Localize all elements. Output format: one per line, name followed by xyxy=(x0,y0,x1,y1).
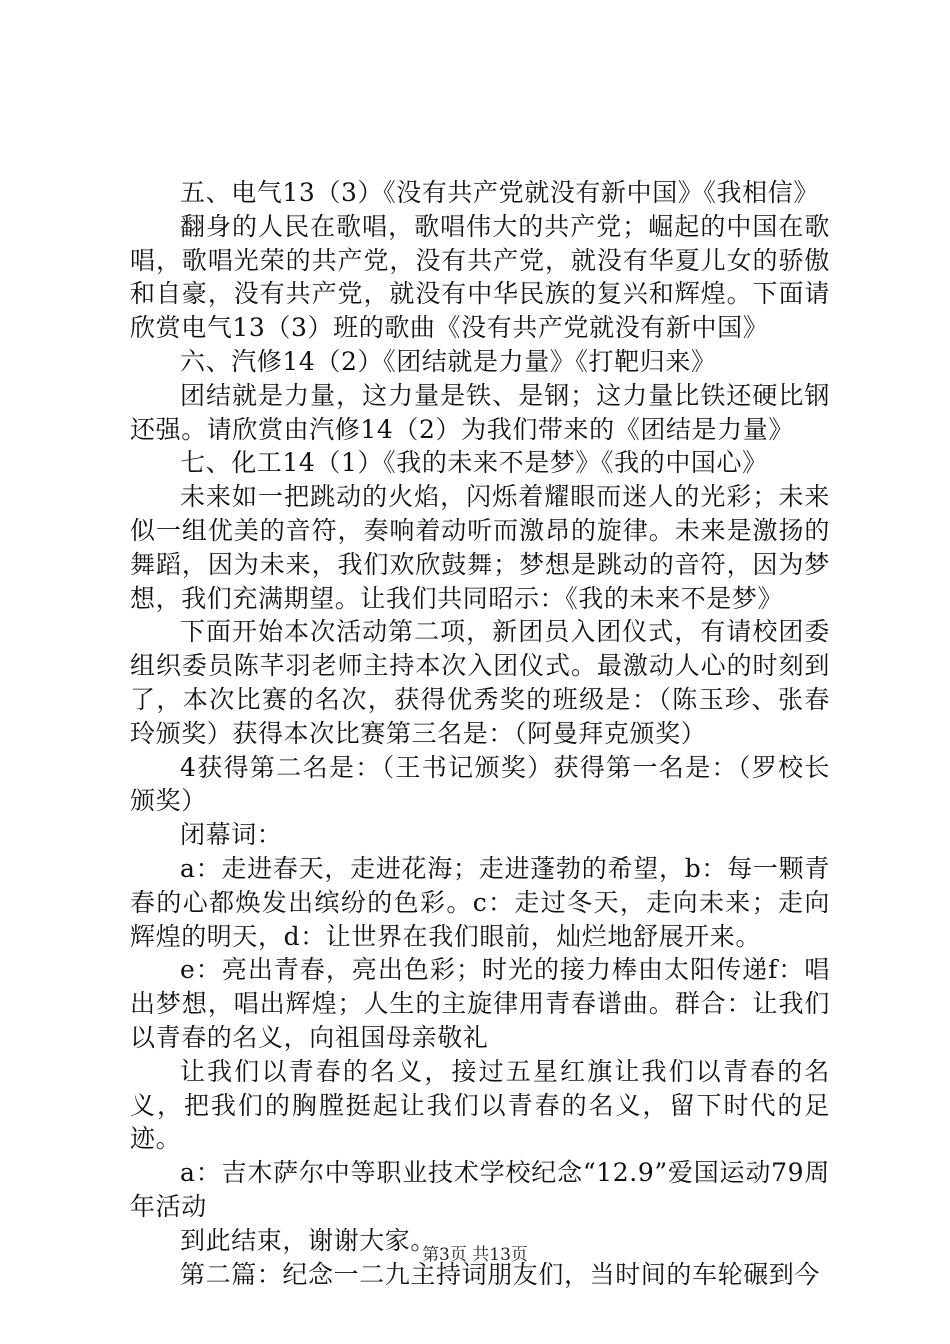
paragraph-ceremony: 下面开始本次活动第二项，新团员入团仪式，有请校团委组织委员陈芊羽老师主持本次入团仪式。最激动人心的时刻到了，本次比赛的名次，获得优秀奖的班级是：（陈玉珍、张春玲颁奖）获得本次比赛第三名是：（阿曼拜克颁奖） xyxy=(130,617,830,748)
paragraph-closing-1: a：走进春天，走进花海；走进蓬勃的希望，b：每一颗青春的心都焕发出缤纷的色彩。c：走过冬天，走向未来；走向辉煌的明天，d：让世界在我们眼前，灿烂地舒展开来。 xyxy=(130,853,830,951)
paragraph-intro-7: 未来如一把跳动的火焰，闪烁着耀眼而迷人的光彩；未来似一组优美的音符，奏响着动听而激昂的旋律。未来是激扬的舞蹈，因为未来，我们欢欣鼓舞；梦想是跳动的音符，因为梦想，我们充满期望。让我们共同昭示：《我的未来不是梦》 xyxy=(130,482,830,613)
document-body xyxy=(130,176,830,1291)
paragraph-awards: 4获得第二名是：（王书记颁奖）获得第一名是：（罗校长颁奖） xyxy=(130,752,830,816)
paragraph-closing-3: 让我们以青春的名义，接过五星红旗让我们以青春的名义，把我们的胸膛挺起让我们以青春的名义，留下时代的足迹。 xyxy=(130,1056,830,1154)
paragraph-closing-2: e：亮出青春，亮出色彩；时光的接力棒由太阳传递f：唱出梦想，唱出辉煌；人生的主旋律用青春谱曲。群合：让我们以青春的名义，向祖国母亲敬礼 xyxy=(130,955,830,1052)
paragraph-closing-4: a：吉木萨尔中等职业技术学校纪念“12.9”爱国运动79周年活动 xyxy=(130,1158,830,1221)
paragraph-program-7: 七、化工14（1）《我的未来不是梦》《我的中国心》 xyxy=(180,448,768,478)
paragraph-intro-6: 团结就是力量，这力量是铁、是钢；这力量比铁还硬比钢还强。请欣赏由汽修14（2）为我们带来的《团结是力量》 xyxy=(130,380,830,444)
paragraph-closing-heading: 闭幕词： xyxy=(180,820,283,850)
paragraph-second-article: 第二篇：纪念一二九主持词朋友们，当时间的车轮碾到今 xyxy=(180,1259,821,1289)
paragraph-closing-5: 到此结束，谢谢大家。 xyxy=(180,1225,437,1255)
paragraph-program-6: 六、汽修14（2）《团结就是力量》《打靶归来》 xyxy=(180,346,717,376)
paragraph-intro-5: 翻身的人民在歌唱，歌唱伟大的共产党；崛起的中国在歌唱，歌唱光荣的共产党，没有共产党，就没有华夏儿女的骄傲和自豪，没有共产党，就没有中华民族的复兴和辉煌。下面请欣赏电气13（3）班的歌曲《没有共产党就没有新中国》 xyxy=(130,211,830,343)
paragraph-program-5: 五、电气13（3）《没有共产党就没有新中国》《我相信》 xyxy=(180,178,819,207)
page-footer: 第3页 共13页 xyxy=(422,1245,528,1265)
